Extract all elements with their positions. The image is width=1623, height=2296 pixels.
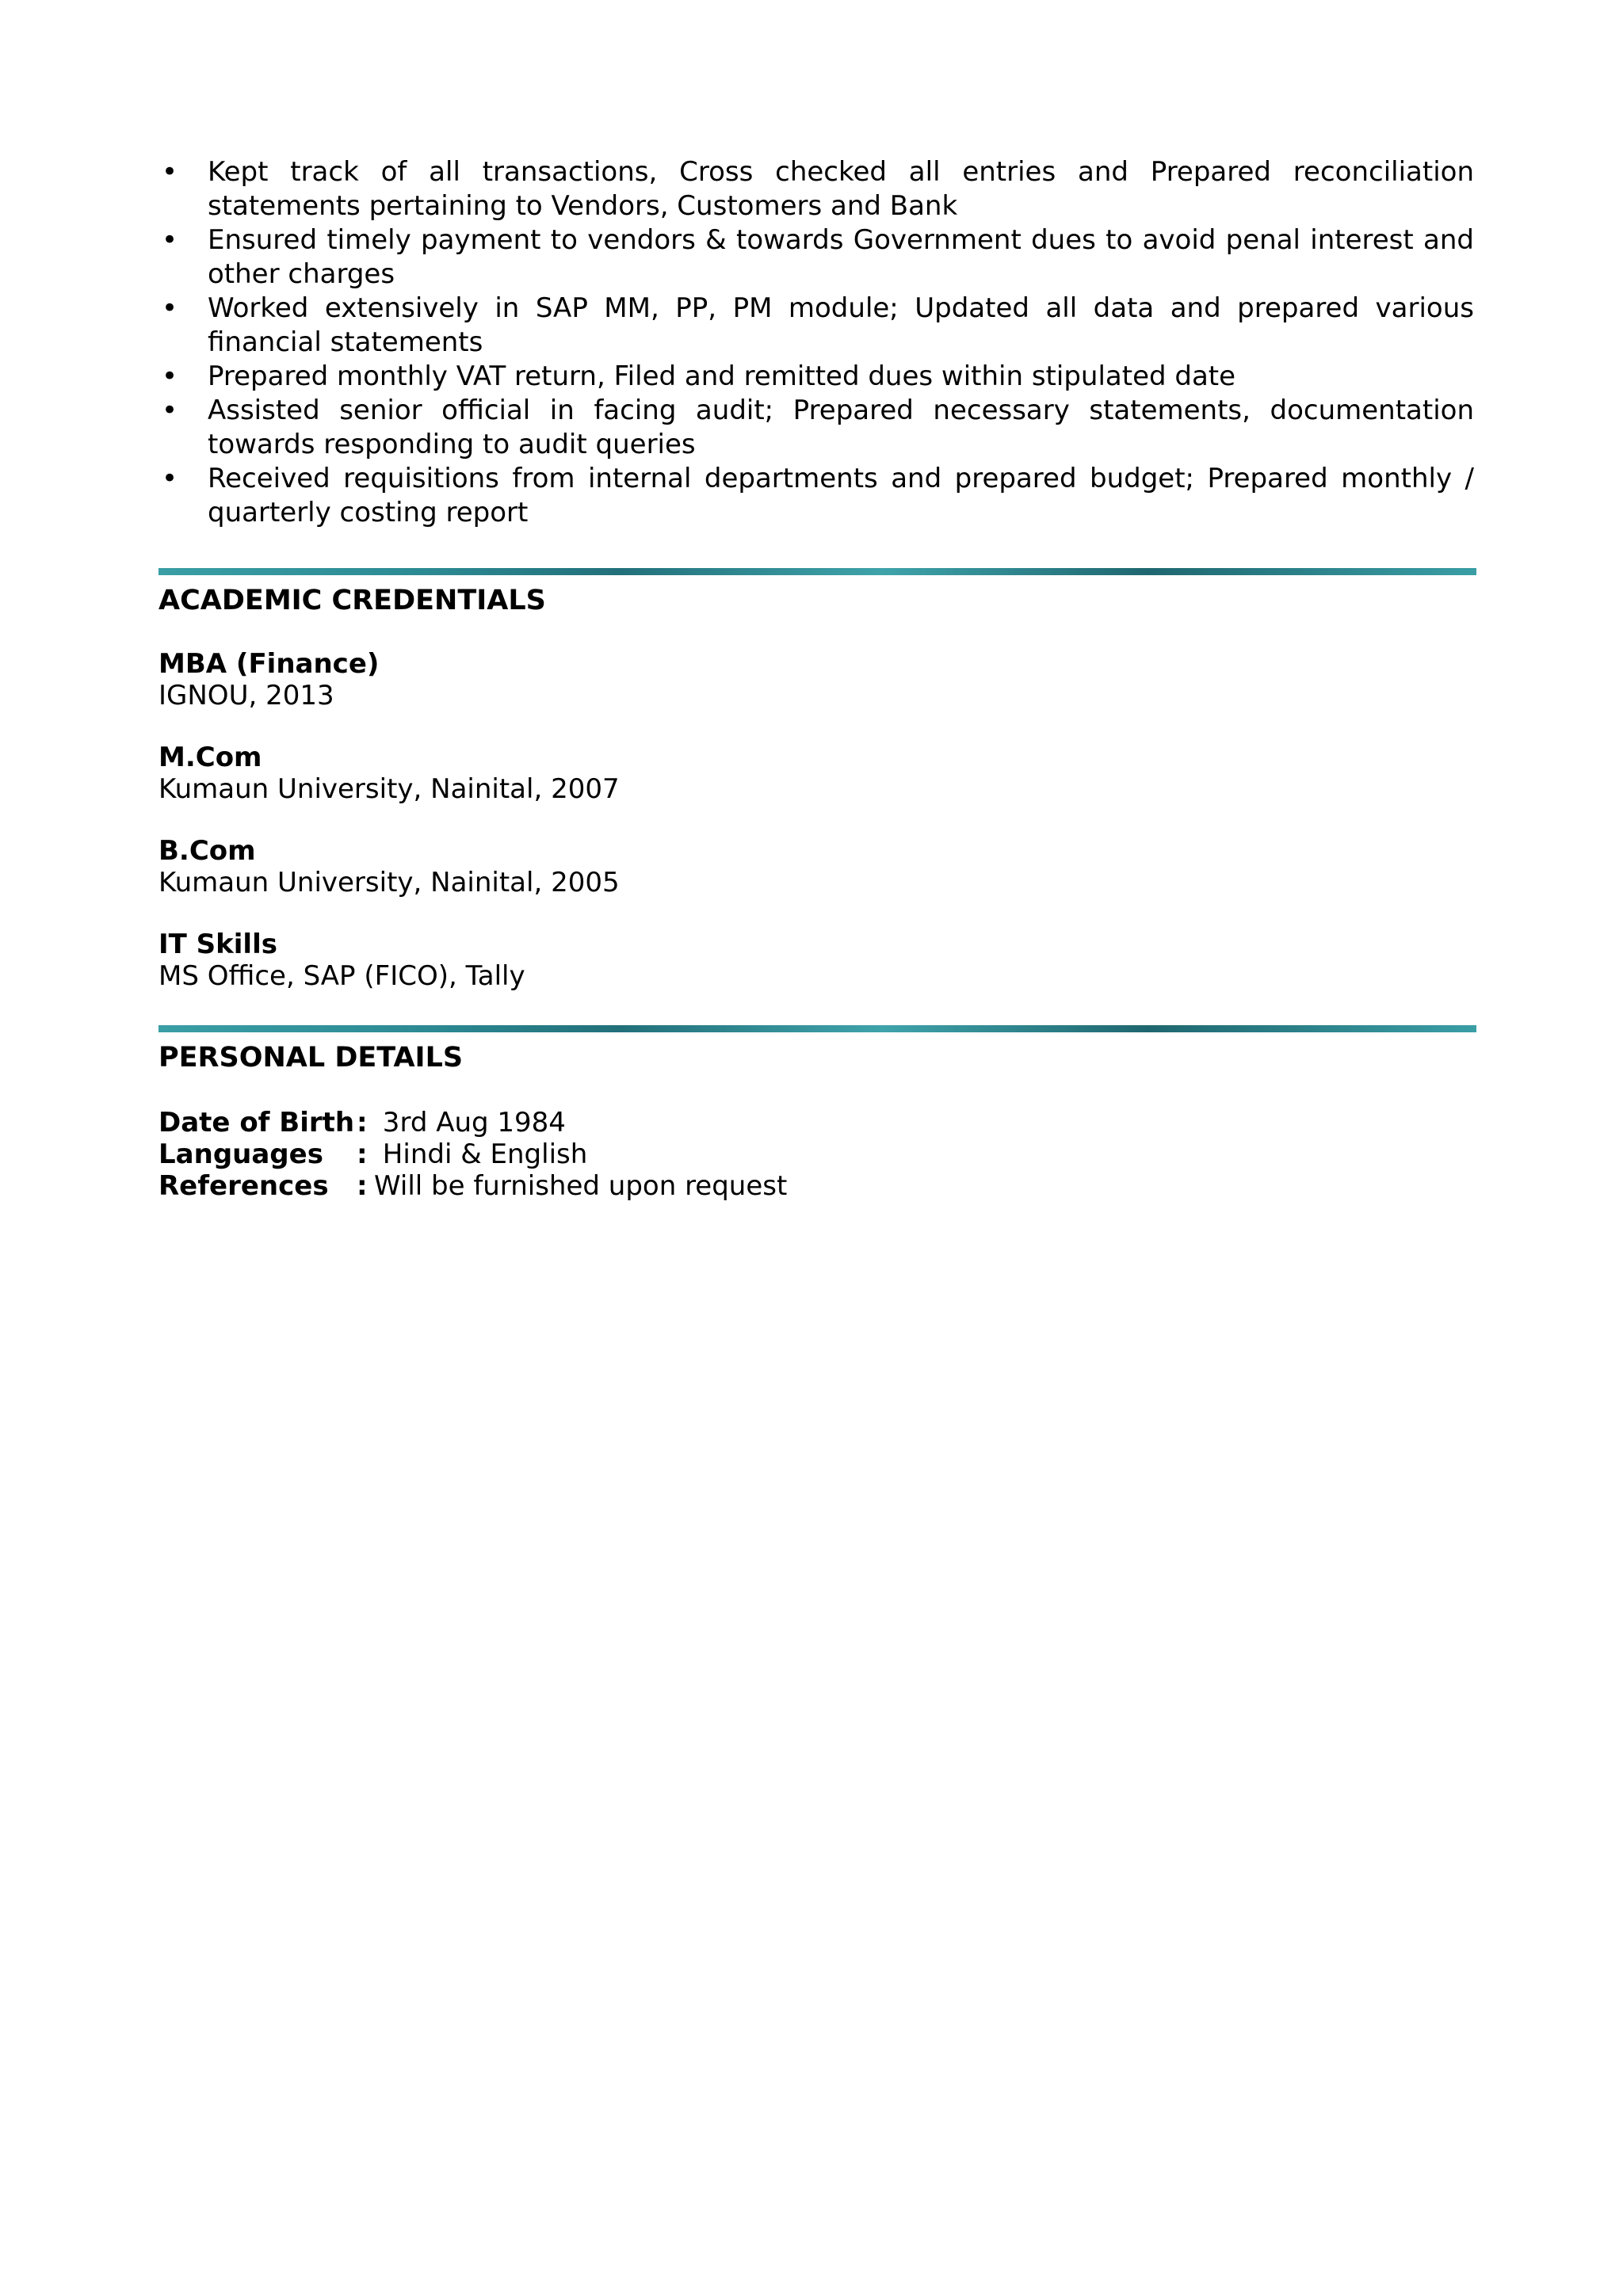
list-item (158, 292, 1474, 360)
bullet-text: Worked extensively in SAP MM, PP, PM module; Updated all data and prepared various financial statements (208, 292, 1474, 358)
detail-label: Languages (158, 1138, 323, 1170)
personal-section-title: PERSONAL DETAILS (158, 1042, 464, 1074)
detail-value: 3rd Aug 1984 (374, 1107, 566, 1138)
bullet-icon: • (162, 156, 178, 188)
detail-value: Will be furnished upon request (374, 1170, 788, 1202)
degree-name: M.Com (158, 742, 262, 773)
detail-row-dob (158, 1107, 1474, 1138)
bullet-icon: • (162, 360, 178, 392)
degree-name: IT Skills (158, 929, 277, 960)
academic-section-title: ACADEMIC CREDENTIALS (158, 585, 546, 616)
list-item (158, 462, 1474, 530)
degree-name: B.Com (158, 835, 256, 867)
detail-colon: : (357, 1138, 368, 1170)
academic-entry-mba (158, 648, 1474, 711)
list-item (158, 360, 1474, 394)
detail-row-references (158, 1170, 1474, 1202)
academic-entry-bcom (158, 835, 1474, 898)
list-item (158, 223, 1474, 292)
detail-colon: : (357, 1107, 368, 1138)
academic-entry-it-skills (158, 929, 1474, 992)
detail-colon: : (357, 1170, 368, 1202)
degree-detail: Kumaun University, Nainital, 2007 (158, 773, 620, 805)
list-item (158, 155, 1474, 223)
degree-detail: Kumaun University, Nainital, 2005 (158, 867, 620, 898)
personal-details-list (158, 1107, 1474, 1202)
resume-page (158, 155, 1474, 1202)
degree-name: MBA (Finance) (158, 648, 380, 680)
bullet-text: Kept track of all transactions, Cross checked all entries and Prepared reconciliation statements pertaining to Vendors, Customers and Bank (208, 156, 1474, 222)
degree-detail: IGNOU, 2013 (158, 680, 334, 711)
detail-row-languages (158, 1138, 1474, 1170)
bullet-icon: • (162, 395, 178, 426)
list-item (158, 394, 1474, 462)
section-divider (158, 568, 1476, 575)
degree-detail: MS Office, SAP (FICO), Tally (158, 960, 525, 992)
bullet-icon: • (162, 292, 178, 324)
section-divider (158, 1025, 1476, 1032)
detail-label: Date of Birth (158, 1107, 355, 1138)
experience-bullet-list (158, 155, 1474, 530)
academic-entry-mcom (158, 742, 1474, 805)
bullet-icon: • (162, 463, 178, 494)
detail-value: Hindi & English (374, 1138, 588, 1170)
bullet-icon: • (162, 224, 178, 256)
bullet-text: Prepared monthly VAT return, Filed and remitted dues within stipulated date (208, 360, 1236, 392)
bullet-text: Received requisitions from internal departments and prepared budget; Prepared monthly / quarterly costing report (208, 463, 1474, 528)
bullet-text: Ensured timely payment to vendors & towards Government dues to avoid penal interest and other charges (208, 224, 1474, 290)
bullet-text: Assisted senior official in facing audit; Prepared necessary statements, documentation towards responding to audit queries (208, 395, 1474, 460)
detail-label: References (158, 1170, 329, 1202)
